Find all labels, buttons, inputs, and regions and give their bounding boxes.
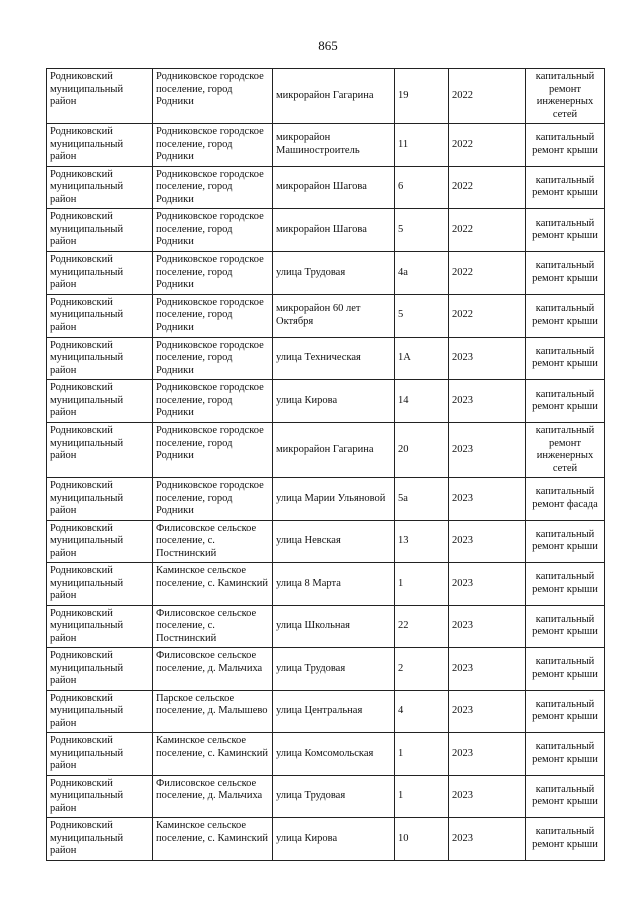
street-cell: улица Кирова bbox=[273, 380, 395, 423]
street-cell: улица Школьная bbox=[273, 605, 395, 648]
district-cell: Родниковский муниципальный район bbox=[47, 209, 153, 252]
table-row bbox=[47, 69, 605, 124]
work-type-cell: капитальный ремонт крыши bbox=[526, 209, 605, 252]
street-cell: микрорайон Шагова bbox=[273, 209, 395, 252]
house-number-cell: 5а bbox=[395, 478, 449, 521]
district-cell: Родниковский муниципальный район bbox=[47, 337, 153, 380]
district-cell: Родниковский муниципальный район bbox=[47, 775, 153, 818]
settlement-cell: Каминское сельское поселение, с. Каминский bbox=[153, 563, 273, 606]
house-number-cell: 19 bbox=[395, 69, 449, 124]
district-cell: Родниковский муниципальный район bbox=[47, 478, 153, 521]
house-number-cell: 14 bbox=[395, 380, 449, 423]
settlement-cell: Парское сельское поселение, д. Малышево bbox=[153, 690, 273, 733]
district-cell: Родниковский муниципальный район bbox=[47, 690, 153, 733]
work-type-cell: капитальный ремонт крыши bbox=[526, 733, 605, 776]
work-type-cell: капитальный ремонт крыши bbox=[526, 124, 605, 167]
district-cell: Родниковский муниципальный район bbox=[47, 124, 153, 167]
district-cell: Родниковский муниципальный район bbox=[47, 563, 153, 606]
house-number-cell: 1 bbox=[395, 563, 449, 606]
table-row bbox=[47, 423, 605, 478]
district-cell: Родниковский муниципальный район bbox=[47, 166, 153, 209]
street-cell: улица Марии Ульяновой bbox=[273, 478, 395, 521]
year-cell: 2023 bbox=[449, 648, 526, 691]
year-cell: 2023 bbox=[449, 563, 526, 606]
settlement-cell: Филисовское сельское поселение, д. Мальчиха bbox=[153, 648, 273, 691]
house-number-cell: 22 bbox=[395, 605, 449, 648]
work-type-cell: капитальный ремонт крыши bbox=[526, 690, 605, 733]
table-row bbox=[47, 563, 605, 606]
table-row bbox=[47, 166, 605, 209]
year-cell: 2023 bbox=[449, 380, 526, 423]
table-row bbox=[47, 775, 605, 818]
work-type-cell: капитальный ремонт крыши bbox=[526, 380, 605, 423]
year-cell: 2023 bbox=[449, 423, 526, 478]
work-type-cell: капитальный ремонт инженерных сетей bbox=[526, 423, 605, 478]
table-row bbox=[47, 690, 605, 733]
year-cell: 2023 bbox=[449, 690, 526, 733]
street-cell: улица Трудовая bbox=[273, 648, 395, 691]
house-number-cell: 4а bbox=[395, 252, 449, 295]
district-cell: Родниковский муниципальный район bbox=[47, 733, 153, 776]
work-type-cell: капитальный ремонт крыши bbox=[526, 294, 605, 337]
house-number-cell: 20 bbox=[395, 423, 449, 478]
year-cell: 2023 bbox=[449, 775, 526, 818]
table-row bbox=[47, 209, 605, 252]
settlement-cell: Родниковское городское поселение, город Родники bbox=[153, 124, 273, 167]
street-cell: улица Трудовая bbox=[273, 252, 395, 295]
table-row bbox=[47, 520, 605, 563]
table-row bbox=[47, 124, 605, 167]
house-number-cell: 2 bbox=[395, 648, 449, 691]
settlement-cell: Родниковское городское поселение, город Родники bbox=[153, 294, 273, 337]
street-cell: микрорайон Гагарина bbox=[273, 423, 395, 478]
year-cell: 2022 bbox=[449, 252, 526, 295]
year-cell: 2023 bbox=[449, 605, 526, 648]
table-row bbox=[47, 380, 605, 423]
street-cell: улица Невская bbox=[273, 520, 395, 563]
house-number-cell: 6 bbox=[395, 166, 449, 209]
street-cell: микрорайон Машиностроитель bbox=[273, 124, 395, 167]
house-number-cell: 4 bbox=[395, 690, 449, 733]
settlement-cell: Филисовское сельское поселение, с. Постнинский bbox=[153, 520, 273, 563]
street-cell: улица Кирова bbox=[273, 818, 395, 861]
district-cell: Родниковский муниципальный район bbox=[47, 252, 153, 295]
year-cell: 2023 bbox=[449, 520, 526, 563]
settlement-cell: Каминское сельское поселение, с. Каминский bbox=[153, 818, 273, 861]
table-row bbox=[47, 478, 605, 521]
street-cell: улица Центральная bbox=[273, 690, 395, 733]
house-number-cell: 1А bbox=[395, 337, 449, 380]
settlement-cell: Родниковское городское поселение, город Родники bbox=[153, 380, 273, 423]
settlement-cell: Родниковское городское поселение, город Родники bbox=[153, 423, 273, 478]
table-row bbox=[47, 648, 605, 691]
district-cell: Родниковский муниципальный район bbox=[47, 605, 153, 648]
work-type-cell: капитальный ремонт крыши bbox=[526, 166, 605, 209]
district-cell: Родниковский муниципальный район bbox=[47, 380, 153, 423]
work-type-cell: капитальный ремонт крыши bbox=[526, 252, 605, 295]
house-number-cell: 5 bbox=[395, 209, 449, 252]
work-type-cell: капитальный ремонт крыши bbox=[526, 563, 605, 606]
street-cell: микрорайон Гагарина bbox=[273, 69, 395, 124]
table-row bbox=[47, 252, 605, 295]
district-cell: Родниковский муниципальный район bbox=[47, 423, 153, 478]
house-number-cell: 5 bbox=[395, 294, 449, 337]
housing-repair-table bbox=[46, 68, 605, 861]
page-number: 865 bbox=[318, 38, 338, 53]
table-row bbox=[47, 294, 605, 337]
table-row bbox=[47, 605, 605, 648]
settlement-cell: Родниковское городское поселение, город Родники bbox=[153, 478, 273, 521]
year-cell: 2022 bbox=[449, 166, 526, 209]
year-cell: 2023 bbox=[449, 733, 526, 776]
work-type-cell: капитальный ремонт крыши bbox=[526, 648, 605, 691]
settlement-cell: Родниковское городское поселение, город Родники bbox=[153, 166, 273, 209]
house-number-cell: 13 bbox=[395, 520, 449, 563]
table-row bbox=[47, 818, 605, 861]
house-number-cell: 11 bbox=[395, 124, 449, 167]
year-cell: 2022 bbox=[449, 69, 526, 124]
settlement-cell: Филисовское сельское поселение, с. Постнинский bbox=[153, 605, 273, 648]
district-cell: Родниковский муниципальный район bbox=[47, 294, 153, 337]
table-body bbox=[47, 69, 605, 861]
settlement-cell: Родниковское городское поселение, город Родники bbox=[153, 209, 273, 252]
district-cell: Родниковский муниципальный район bbox=[47, 648, 153, 691]
settlement-cell: Родниковское городское поселение, город Родники bbox=[153, 69, 273, 124]
street-cell: улица Техническая bbox=[273, 337, 395, 380]
work-type-cell: капитальный ремонт крыши bbox=[526, 337, 605, 380]
year-cell: 2023 bbox=[449, 478, 526, 521]
work-type-cell: капитальный ремонт фасада bbox=[526, 478, 605, 521]
street-cell: улица Трудовая bbox=[273, 775, 395, 818]
work-type-cell: капитальный ремонт инженерных сетей bbox=[526, 69, 605, 124]
year-cell: 2022 bbox=[449, 209, 526, 252]
settlement-cell: Родниковское городское поселение, город Родники bbox=[153, 337, 273, 380]
house-number-cell: 10 bbox=[395, 818, 449, 861]
year-cell: 2022 bbox=[449, 124, 526, 167]
district-cell: Родниковский муниципальный район bbox=[47, 520, 153, 563]
work-type-cell: капитальный ремонт крыши bbox=[526, 605, 605, 648]
table-row bbox=[47, 337, 605, 380]
house-number-cell: 1 bbox=[395, 775, 449, 818]
work-type-cell: капитальный ремонт крыши bbox=[526, 818, 605, 861]
table-row bbox=[47, 733, 605, 776]
street-cell: микрорайон 60 лет Октября bbox=[273, 294, 395, 337]
year-cell: 2022 bbox=[449, 294, 526, 337]
street-cell: улица Комсомольская bbox=[273, 733, 395, 776]
work-type-cell: капитальный ремонт крыши bbox=[526, 520, 605, 563]
settlement-cell: Филисовское сельское поселение, д. Мальчиха bbox=[153, 775, 273, 818]
year-cell: 2023 bbox=[449, 337, 526, 380]
street-cell: улица 8 Марта bbox=[273, 563, 395, 606]
settlement-cell: Каминское сельское поселение, с. Каминский bbox=[153, 733, 273, 776]
house-number-cell: 1 bbox=[395, 733, 449, 776]
district-cell: Родниковский муниципальный район bbox=[47, 69, 153, 124]
street-cell: микрорайон Шагова bbox=[273, 166, 395, 209]
district-cell: Родниковский муниципальный район bbox=[47, 818, 153, 861]
year-cell: 2023 bbox=[449, 818, 526, 861]
work-type-cell: капитальный ремонт крыши bbox=[526, 775, 605, 818]
settlement-cell: Родниковское городское поселение, город Родники bbox=[153, 252, 273, 295]
